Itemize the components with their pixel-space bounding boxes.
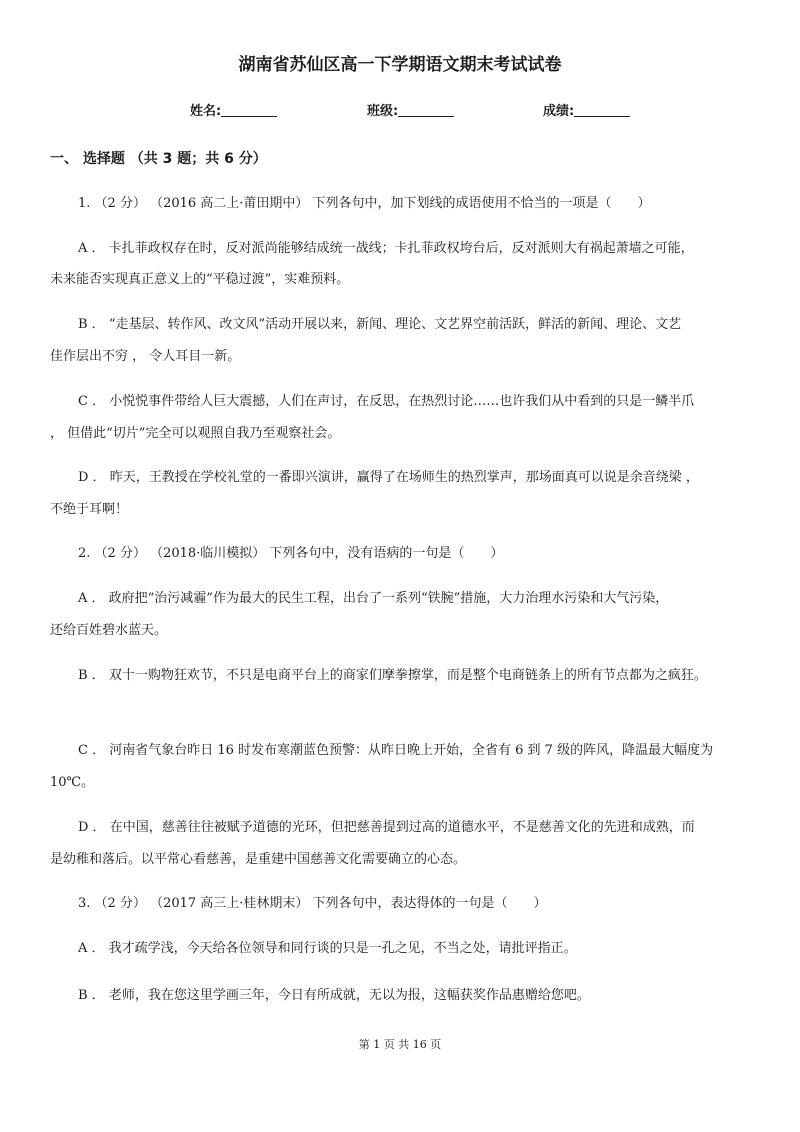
question-1-option-b: B ． “走基层、转作风、改文风”活动开展以来，新闻、理论、文艺界空前活跃，鲜活的新闻、理论、文艺 xyxy=(78,317,682,332)
class-blank xyxy=(398,104,454,117)
question-2-option-a-cont: 还给百姓碧水蓝天。 xyxy=(50,623,168,638)
name-blank xyxy=(221,104,277,117)
name-field xyxy=(190,100,277,119)
class-label: 班级: xyxy=(367,104,399,119)
question-1-stem: 1. （2 分） （2016 高二上·莆田期中） 下列各句中，加下划线的成语使用不恰当的一项是（ ） xyxy=(78,196,651,211)
score-label: 成绩: xyxy=(543,104,575,119)
question-3-option-a: A ． 我才疏学浅，今天给各位领导和同行谈的只是一孔之见，不当之处，请批评指正。 xyxy=(78,941,577,956)
question-1-option-c-cont: ， 但借此“切片”完全可以观照自我乃至观察社会。 xyxy=(50,426,341,441)
question-2-option-c: C ． 河南省气象台昨日 16 时发布寒潮蓝色预警：从昨日晚上开始，全省有 6 到 7 级的阵风，降温最大幅度为 xyxy=(78,743,714,758)
score-blank xyxy=(574,104,630,117)
question-1-option-d: D ． 昨天，王教授在学校礼堂的一番即兴演讲，赢得了在场师生的热烈掌声，那场面真可以说是余音绕梁 ， xyxy=(78,470,699,485)
question-1-option-a-cont: 未来能否实现真正意义上的“平稳过渡”，实难预料。 xyxy=(50,272,350,287)
question-1-option-b-cont: 佳作层出不穷 ， 令人耳目一新。 xyxy=(50,349,241,364)
question-2-option-d-cont: 是幼稚和落后。以平常心看慈善，是重建中国慈善文化需要确立的心态。 xyxy=(50,852,467,867)
question-1-option-a: A ． 卡扎菲政权存在时，反对派尚能够结成统一战线；卡扎菲政权垮台后，反对派则大有祸起萧墙之可能， xyxy=(78,241,694,256)
class-field xyxy=(367,100,454,119)
section-heading: 一、 选择题 （共 3 题；共 6 分） xyxy=(50,151,267,167)
question-2-option-b: B ． 双十一购物狂欢节，不只是电商平台上的商家们摩拳擦掌，而是整个电商链条上的所有节点都为之疯狂。 xyxy=(78,668,707,683)
question-3-option-b: B ． 老师，我在您这里学画三年，今日有所成就，无以为报，这幅获奖作品惠赠给您吧。 xyxy=(78,988,590,1003)
question-2-option-c-cont: 10℃。 xyxy=(50,775,95,790)
question-3-stem: 3. （2 分） （2017 高三上·桂林期末） 下列各句中，表达得体的一句是（ ） xyxy=(78,896,547,911)
question-1-option-d-cont: 不绝于耳啊！ xyxy=(50,502,129,517)
page-footer: 第 1 页 共 16 页 xyxy=(358,1038,442,1051)
question-2-option-a: A ． 政府把“治污减霾”作为最大的民生工程，出台了一系列“铁腕”措施，大力治理水污染和大气污染， xyxy=(78,591,669,606)
name-label: 姓名: xyxy=(190,104,222,119)
question-2-option-d: D ． 在中国，慈善往往被赋予道德的光环，但把慈善提到过高的道德水平，不是慈善文化的先进和成熟，而 xyxy=(78,820,695,835)
question-1-option-c: C ． 小悦悦事件带给人巨大震撼，人们在声讨，在反思，在热烈讨论……也许我们从中看到的只是一鳞半爪 xyxy=(78,394,695,409)
score-field xyxy=(543,100,630,119)
document-title: 湖南省苏仙区高一下学期语文期末考试试卷 xyxy=(238,55,562,75)
question-2-stem: 2. （2 分） （2018·临川模拟） 下列各句中，没有语病的一句是（ ） xyxy=(78,546,504,561)
